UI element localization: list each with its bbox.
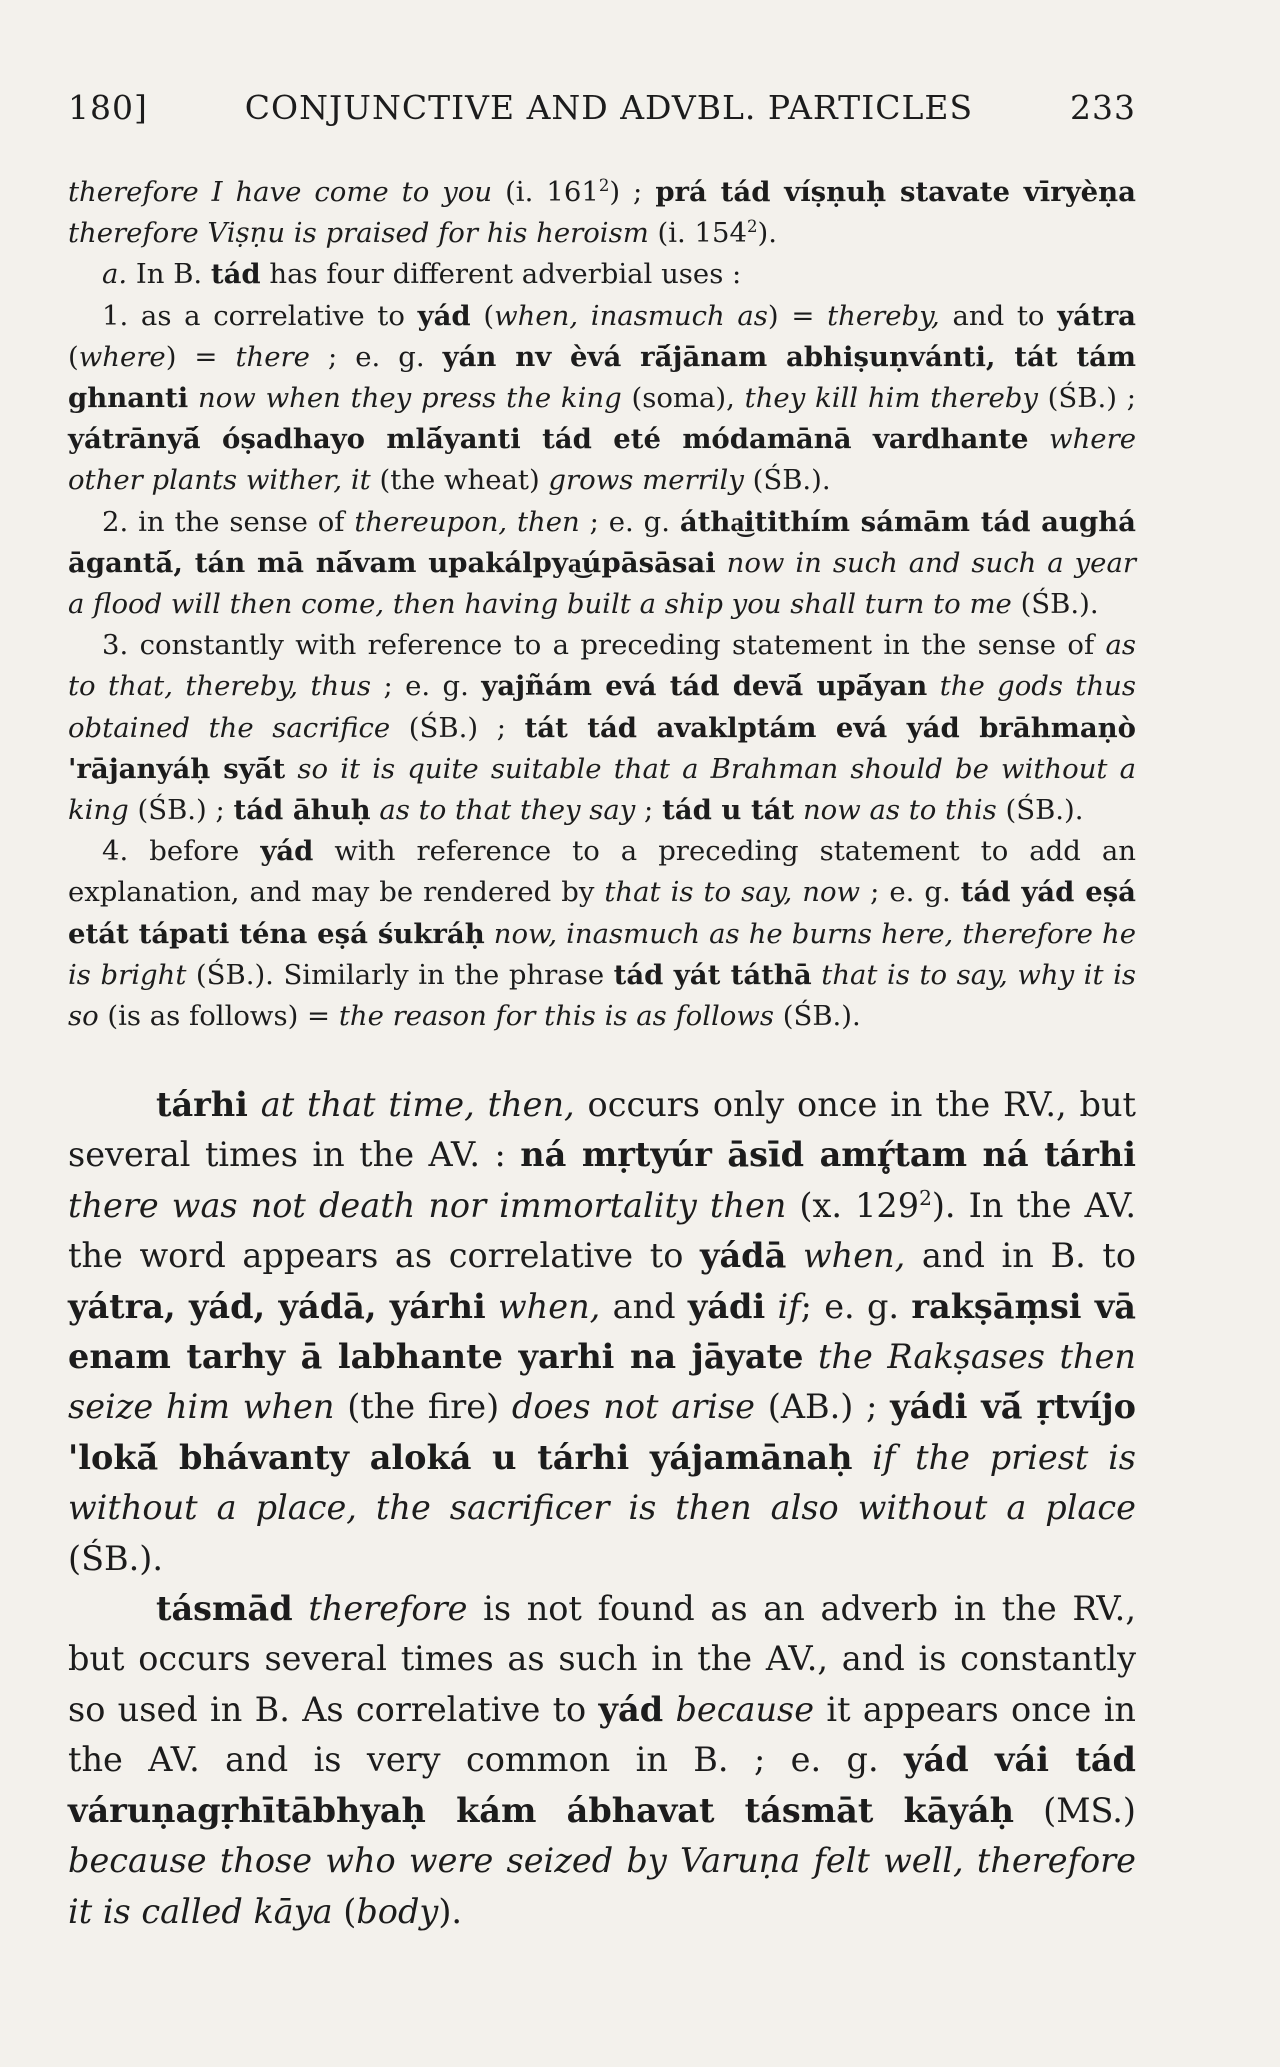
translation-text: now in such and such a year a flood will then come, then having built a ship you shall turn to me (68, 546, 1136, 621)
paragraph (68, 502, 1136, 626)
sanskrit-text: ná mṛtyúr āsīd amŕ̥tam ná tárhi (520, 1135, 1136, 1175)
body-text: ). In the AV. the word appears as correlative to (68, 1185, 1136, 1276)
body-text (293, 1589, 309, 1628)
translation-text: as to that they say (379, 794, 636, 827)
translation-text: where other plants wither, it (68, 423, 1136, 497)
translation-text: when, (498, 1286, 601, 1326)
sanskrit-text: yádi vā́ ṛtvíjo 'lokā́ bhávanty aloká u tárhi yájamānaḥ (68, 1387, 1136, 1477)
body-text: (i. 154 (648, 217, 748, 250)
translation-text: there was not death nor immortality then (68, 1185, 787, 1225)
sanskrit-text: átha͜itithím sámām tád aughá āgantā́, tán mā nā́vam upakálpya͜úpāsāsai (68, 505, 1137, 579)
sanskrit-text: yádi (687, 1286, 766, 1326)
body-text: ; e. g. (579, 505, 680, 538)
body-text (248, 1085, 261, 1124)
running-title: CONJUNCTIVE AND ADVBL. PARTICLES (244, 88, 974, 127)
translation-text: now when they press the king (198, 382, 622, 415)
sanskrit-text: tád āhuḥ (233, 794, 371, 827)
small-print-section (68, 172, 1136, 1037)
body-text (803, 1337, 818, 1376)
translation-text: the reason for this is as follows (338, 1000, 775, 1033)
verse-superscript: 2 (919, 1185, 932, 1210)
body-text (927, 670, 939, 702)
sanskrit-text: yán nv èvá rā́jānam abhiṣuṇvánti, tát tám ghnanti (68, 340, 1136, 415)
translation-text: if (777, 1286, 801, 1326)
body-text: ; e. g. (371, 670, 482, 703)
translation-text: therefore (308, 1589, 468, 1629)
sanskrit-text: yajñám evá tád devā́ upā́yan (481, 670, 928, 703)
sanskrit-text: rakṣāṃsi vā enam tarhy ā labhante yarhi na jāyate (68, 1286, 1136, 1377)
body-text: has four different adverbial uses : (260, 258, 742, 291)
body-text: 3. constantly with reference to a preceding statement in the sense of (102, 629, 1106, 662)
body-text: is not found as an adverb in the RV., but occurs several times as such in the AV., and is constantly so used in B. As correlative to (68, 1589, 1136, 1729)
section-number: 180] (68, 88, 148, 127)
sanskrit-text: yád (260, 835, 314, 868)
sanskrit-text: yád (598, 1689, 664, 1729)
sanskrit-text: tát tád avaklptám evá yád brāhmaṇò 'rājanyáḥ syā́t (68, 711, 1136, 785)
translation-text: as to that, thereby, thus (68, 629, 1136, 703)
translation-text: the gods thus obtained the sacrifice (68, 670, 1137, 744)
body-text (486, 1287, 498, 1326)
body-text: occurs only once in the RV., but several times in the AV. : (68, 1085, 1137, 1175)
body-text (485, 918, 494, 950)
body-text: 4. before (102, 835, 261, 868)
translation-text: the Rakṣases then seize him when (68, 1337, 1136, 1427)
body-text: (MS.) (1013, 1790, 1136, 1830)
body-text: ) = (767, 299, 828, 332)
body-text: and to (939, 299, 1058, 332)
body-text: (ŚB.). Similarly in the phrase (186, 958, 614, 991)
body-text: (the fire) (334, 1387, 512, 1427)
translation-text: there (235, 340, 310, 373)
translation-text: that is to say, why it is so (68, 958, 1136, 1033)
translation-text: that is to say, now (604, 876, 861, 909)
body-text (786, 1236, 803, 1275)
translation-text: where (78, 340, 166, 373)
sanskrit-text: tád yád eṣá etát tápati téna eṣá śukráḥ (68, 876, 1136, 950)
sanskrit-text: yátra (1057, 299, 1136, 332)
body-text (1028, 423, 1049, 455)
translation-text: a. (102, 258, 128, 291)
translation-text: thereupon, then (354, 505, 580, 538)
translation-text: now as to this (802, 794, 997, 827)
paragraph (68, 172, 1136, 254)
sanskrit-text: tád (210, 258, 261, 291)
paragraph (68, 625, 1136, 831)
body-text: and in B. to (905, 1236, 1136, 1276)
body-text: (x. 129 (786, 1185, 920, 1225)
body-text (188, 382, 198, 414)
body-text: and (600, 1286, 688, 1326)
body-text: ; e. g. (860, 876, 961, 909)
sanskrit-text: yád vái tád váruṇagṛhītābhyaḥ kám ábhavat tásmāt kāyáḥ (68, 1740, 1136, 1830)
translation-text: so it is quite suitable that a Brahman should be without a king (68, 752, 1137, 827)
body-text (794, 794, 803, 826)
verse-superscript: 2 (598, 175, 610, 195)
body-text: ). (757, 217, 778, 250)
translation-text: if the priest is without a place, the sacrificer is then also without a place (68, 1437, 1137, 1528)
body-text: ; (635, 794, 663, 827)
body-text: (the wheat) (370, 464, 549, 497)
body-text: 2. in the sense of (102, 505, 355, 538)
sanskrit-text: tád yát táthā (613, 958, 812, 991)
paragraph (68, 254, 1136, 295)
body-text: In B. (127, 258, 211, 291)
sanskrit-text: tád u tát (662, 794, 795, 827)
translation-text: grows merrily (548, 464, 744, 497)
verse-superscript: 2 (747, 217, 758, 237)
body-text: ). (438, 1891, 463, 1931)
translation-text: because (675, 1689, 815, 1729)
body-text: (AB.) ; (754, 1387, 891, 1427)
body-text: ( (68, 340, 79, 373)
body-text (812, 959, 822, 991)
translation-text: because those who were seized by Varuṇa felt well, therefore it is called kāya (68, 1841, 1136, 1931)
translation-text: therefore I have come to you (68, 176, 493, 208)
paragraph (68, 1584, 1136, 1937)
sanskrit-text: prá tád víṣṇuḥ stavate vīryèṇa (655, 176, 1136, 208)
sanskrit-text: yátrānyā́ óṣadhayo mlā́yanti tád eté módamānā vardhante (68, 423, 1029, 456)
body-text: (ŚB.). (68, 1538, 164, 1578)
body-text: (soma), (621, 382, 745, 415)
body-text: (ŚB.). (743, 464, 831, 497)
body-text: ; e. g. (309, 340, 443, 373)
body-text: (ŚB.) ; (390, 711, 525, 744)
translation-text: body (356, 1891, 439, 1931)
translation-text: does not arise (511, 1387, 755, 1427)
body-text: (ŚB.) ; (128, 794, 234, 827)
page-number: 233 (1069, 88, 1136, 127)
translation-text: they kill him thereby (744, 382, 1038, 415)
translation-text: at that time, then, (260, 1085, 575, 1124)
running-header (68, 88, 1136, 127)
body-text: ( (470, 299, 495, 332)
body-text: ( (332, 1891, 357, 1931)
translation-text: when, (802, 1236, 906, 1276)
body-text: (i. 161 (492, 176, 599, 208)
body-text (285, 753, 297, 785)
body-text (765, 1287, 777, 1326)
translation-text: when, inasmuch as (494, 299, 768, 332)
body-text: 1. as a correlative to (102, 299, 418, 332)
translation-text: therefore Viṣṇu is praised for his heroism (68, 217, 649, 250)
body-text (663, 1690, 675, 1729)
body-text: (ŚB.) ; (1037, 382, 1136, 415)
body-text: with reference to a preceding statement to add an explanation, and may be rendered by (68, 835, 1136, 909)
paragraph (68, 831, 1136, 1037)
sanskrit-text: tásmād (156, 1589, 293, 1629)
paragraph (68, 296, 1136, 502)
body-text: (ŚB.). (1011, 588, 1099, 621)
body-text: ; e. g. (800, 1286, 912, 1326)
body-text: (ŚB.). (774, 1000, 861, 1033)
sanskrit-text: yádā (700, 1236, 787, 1276)
paragraph (68, 1080, 1136, 1584)
sanskrit-text: yátra, yád, yádā, yárhi (68, 1286, 486, 1326)
sanskrit-text: yád (417, 299, 471, 332)
sanskrit-text: tárhi (156, 1085, 248, 1124)
main-text-section (68, 1080, 1136, 1937)
body-text: ) = (165, 340, 236, 373)
body-text: ) ; (609, 176, 656, 208)
body-text (853, 1438, 873, 1477)
translation-text: thereby, (827, 299, 940, 332)
body-text: it appears once in the AV. and is very common in B. ; e. g. (68, 1689, 1136, 1780)
body-text: (ŚB.). (996, 794, 1084, 827)
body-text: (is as follows) = (98, 1000, 339, 1033)
translation-text: now, inasmuch as he burns here, therefore he is bright (68, 917, 1136, 991)
body-text (716, 547, 727, 579)
